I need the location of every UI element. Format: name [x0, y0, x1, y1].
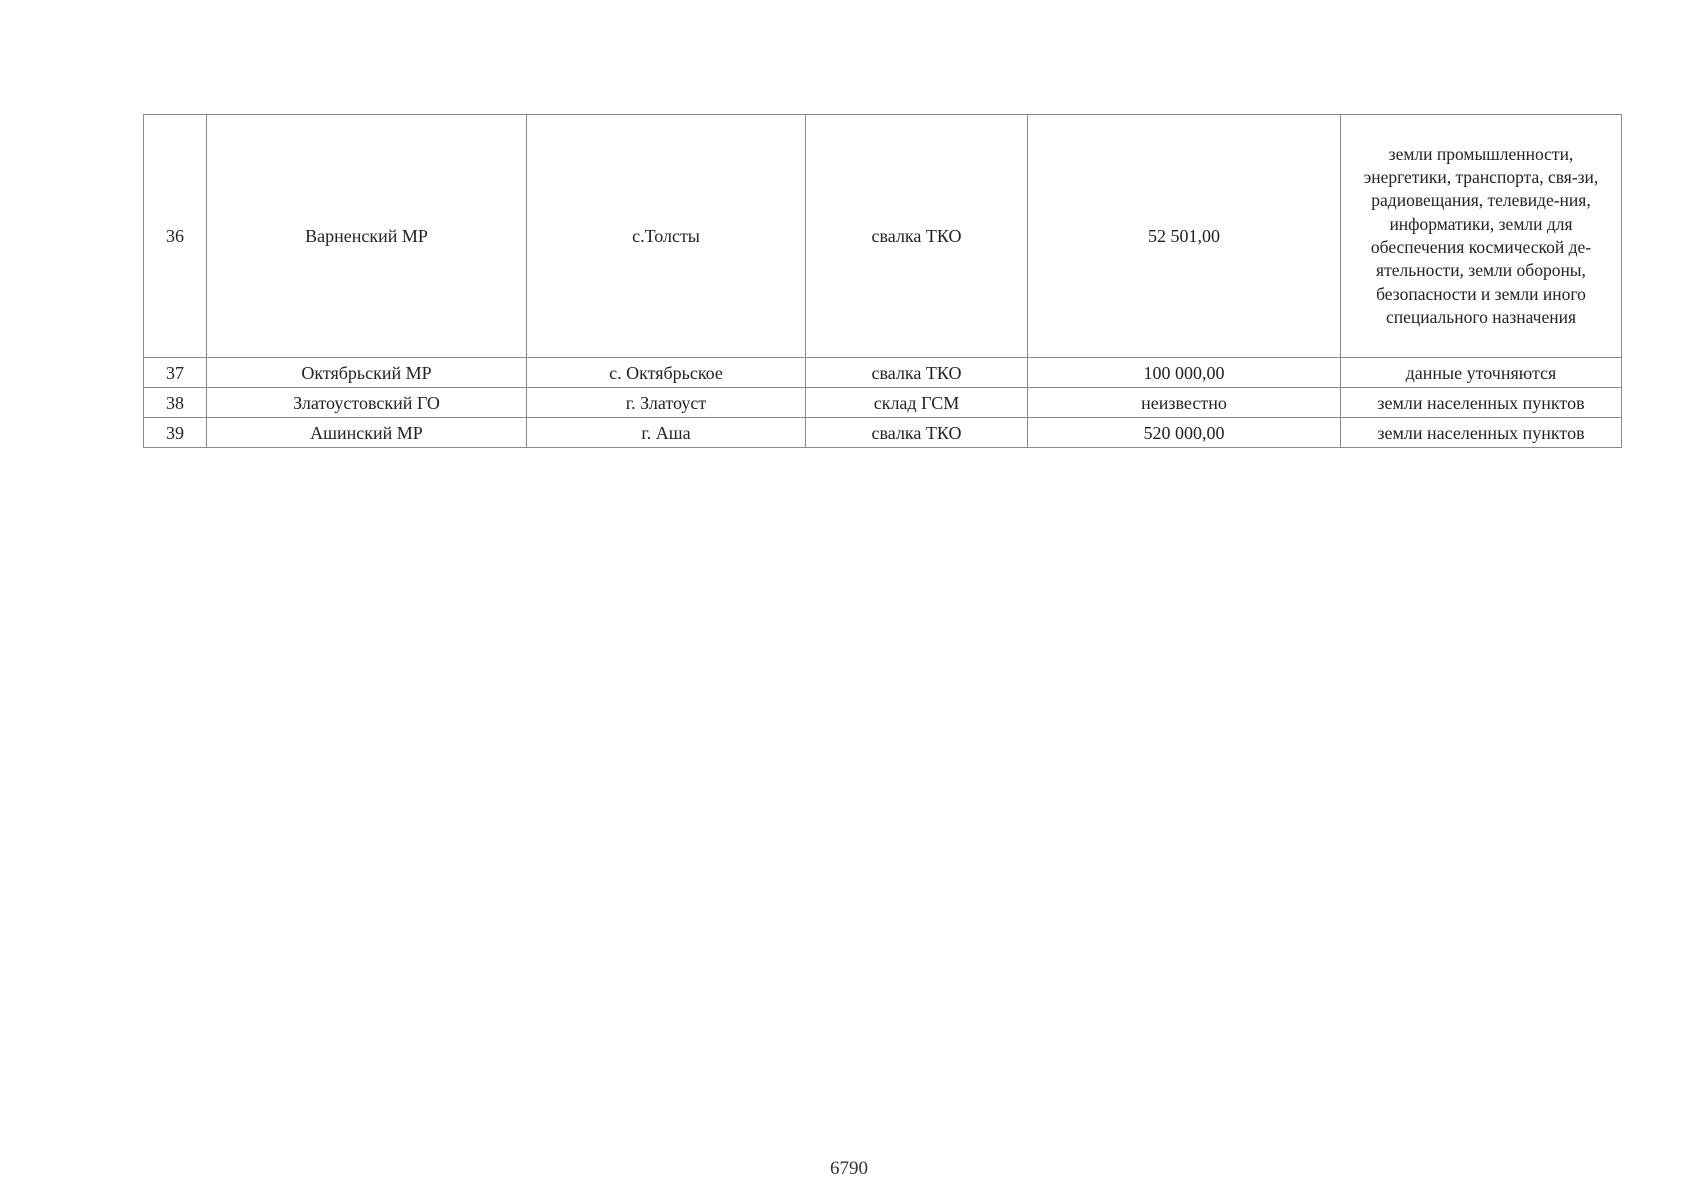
district-cell: Златоустовский ГО	[207, 388, 527, 418]
district-cell: Октябрьский МР	[207, 358, 527, 388]
object-type-cell: свалка ТКО	[806, 418, 1028, 448]
district-cell: Варненский МР	[207, 115, 527, 358]
locality-cell: с.Толсты	[527, 115, 806, 358]
table-row	[144, 418, 1622, 448]
row-number-cell: 38	[144, 388, 207, 418]
row-number-cell: 39	[144, 418, 207, 448]
landfill-table	[143, 114, 1622, 448]
land-category-cell: земли населенных пунктов	[1341, 418, 1622, 448]
district-cell: Ашинский МР	[207, 418, 527, 448]
land-category-cell: данные уточняются	[1341, 358, 1622, 388]
area-cell: 52 501,00	[1028, 115, 1341, 358]
table-row	[144, 115, 1622, 358]
locality-cell: г. Златоуст	[527, 388, 806, 418]
object-type-cell: свалка ТКО	[806, 358, 1028, 388]
locality-cell: г. Аша	[527, 418, 806, 448]
locality-cell: с. Октябрьское	[527, 358, 806, 388]
object-type-cell: склад ГСМ	[806, 388, 1028, 418]
object-type-cell: свалка ТКО	[806, 115, 1028, 358]
page-number: 6790	[830, 1158, 868, 1179]
land-category-cell: земли населенных пунктов	[1341, 388, 1622, 418]
area-cell: неизвестно	[1028, 388, 1341, 418]
area-cell: 520 000,00	[1028, 418, 1341, 448]
area-cell: 100 000,00	[1028, 358, 1341, 388]
land-category-cell: земли промышленности, энергетики, транспорта, свя-зи, радиовещания, телевиде-ния, информатики, земли для обеспечения космической де-ятельности, земли обороны, безопасности и земли иного специального назначения	[1341, 115, 1622, 358]
row-number-cell: 37	[144, 358, 207, 388]
table-row	[144, 388, 1622, 418]
table-row	[144, 358, 1622, 388]
row-number-cell: 36	[144, 115, 207, 358]
